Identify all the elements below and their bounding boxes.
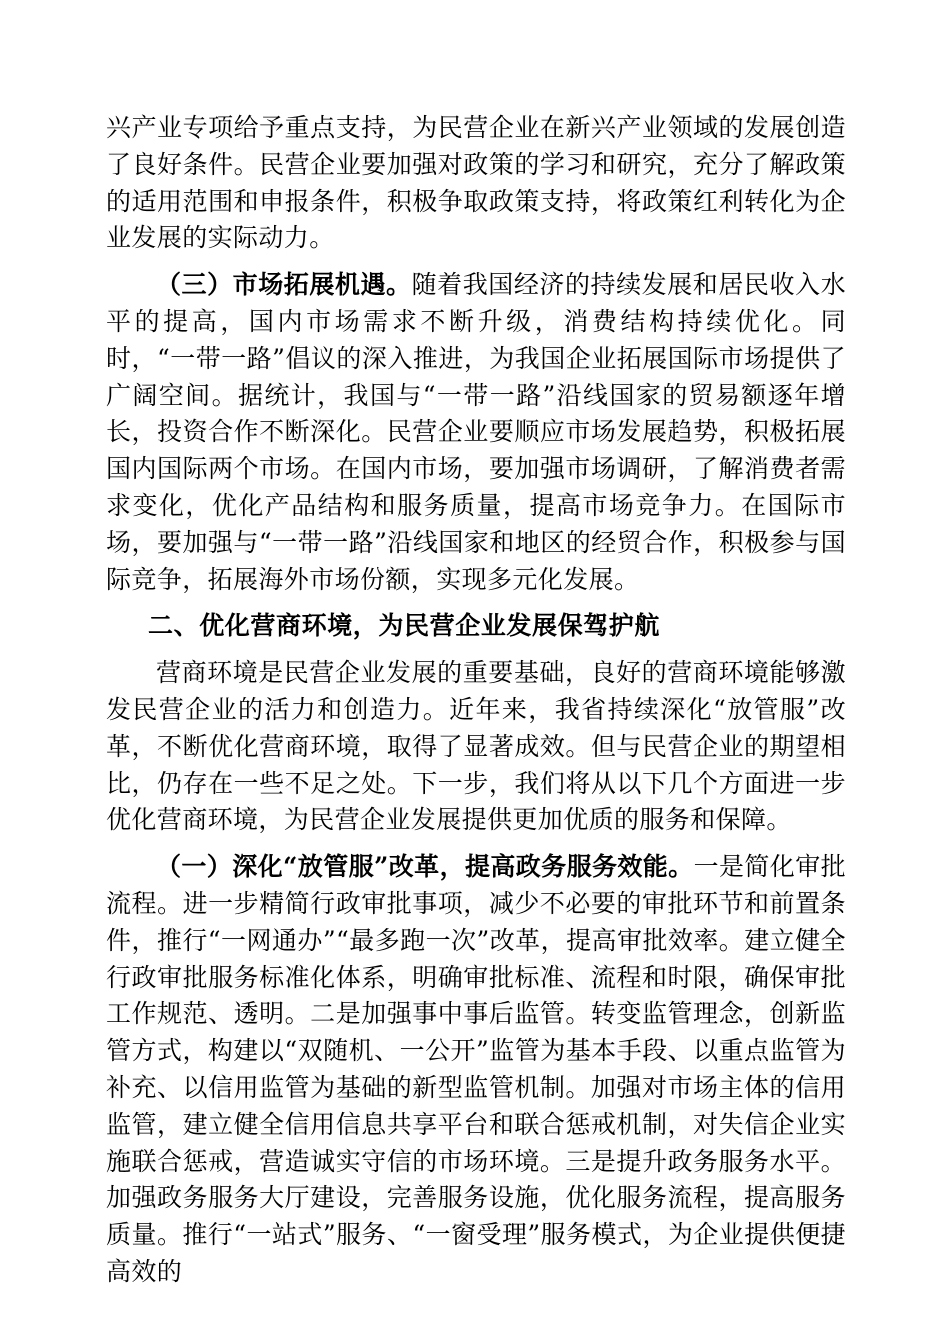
paragraph-policy-support: 兴产业专项给予重点支持，为民营企业在新兴产业领域的发展创造了良好条件。民营企业要加强对政策的学习和研究，充分了解政策的适用范围和申报条件，积极争取政策支持，将政策红利转化为企业发展的实际动力。 [106,113,846,253]
document-page [106,110,846,1301]
subheading-reform: （一）深化“放管服”改革，提高政务服务效能。 [156,852,694,882]
paragraph-market-opportunity [106,267,846,598]
paragraph-reform [106,849,846,1291]
paragraph-reform-body: 一是简化审批流程。进一步精简行政审批事项，减少不必要的审批环节和前置条件，推行“一网通办”“最多跑一次”改革，提高审批效率。建立健全行政审批服务标准化体系，明确审批标准、流程和时限，确保审批工作规范、透明。二是加强事中事后监管。转变监管理念，创新监管方式，构建以“双随机、一公开”监管为基本手段、以重点监管为补充、以信用监管为基础的新型监管机制。加强对市场主体的信用监管，建立健全信用信息共享平台和联合惩戒机制，对失信企业实施联合惩戒，营造诚实守信的市场环境。三是提升政务服务水平。加强政务服务大厅建设，完善服务设施，优化服务流程，提高服务质量。推行“一站式”服务、“一窗受理”服务模式，为企业提供便捷高效的 [106,852,847,1286]
paragraph-market-opportunity-body: 随着我国经济的持续发展和居民收入水平的提高，国内市场需求不断升级，消费结构持续优化。同时，“一带一路”倡议的深入推进，为我国企业拓展国际市场提供了广阔空间。据统计，我国与“一带一路”沿线国家的贸易额逐年增长，投资合作不断深化。民营企业要顺应市场发展趋势，积极拓展国内国际两个市场。在国内市场，要加强市场调研，了解消费者需求变化，优化产品结构和服务质量，提高市场竞争力。在国际市场，要加强与“一带一路”沿线国家和地区的经贸合作，积极参与国际竞争，拓展海外市场份额，实现多元化发展。 [106,270,846,594]
paragraph-business-environment: 营商环境是民营企业发展的重要基础，良好的营商环境能够激发民营企业的活力和创造力。近年来，我省持续深化“放管服”改革，不断优化营商环境，取得了显著成效。但与民营企业的期望相比，仍存在一些不足之处。下一步，我们将从以下几个方面进一步优化营商环境，为民营企业发展提供更加优质的服务和保障。 [106,658,846,835]
subheading-market-opportunity: （三）市场拓展机遇。 [156,270,412,300]
section-heading-business-environment: 二、优化营商环境，为民营企业发展保驾护航 [148,611,661,641]
